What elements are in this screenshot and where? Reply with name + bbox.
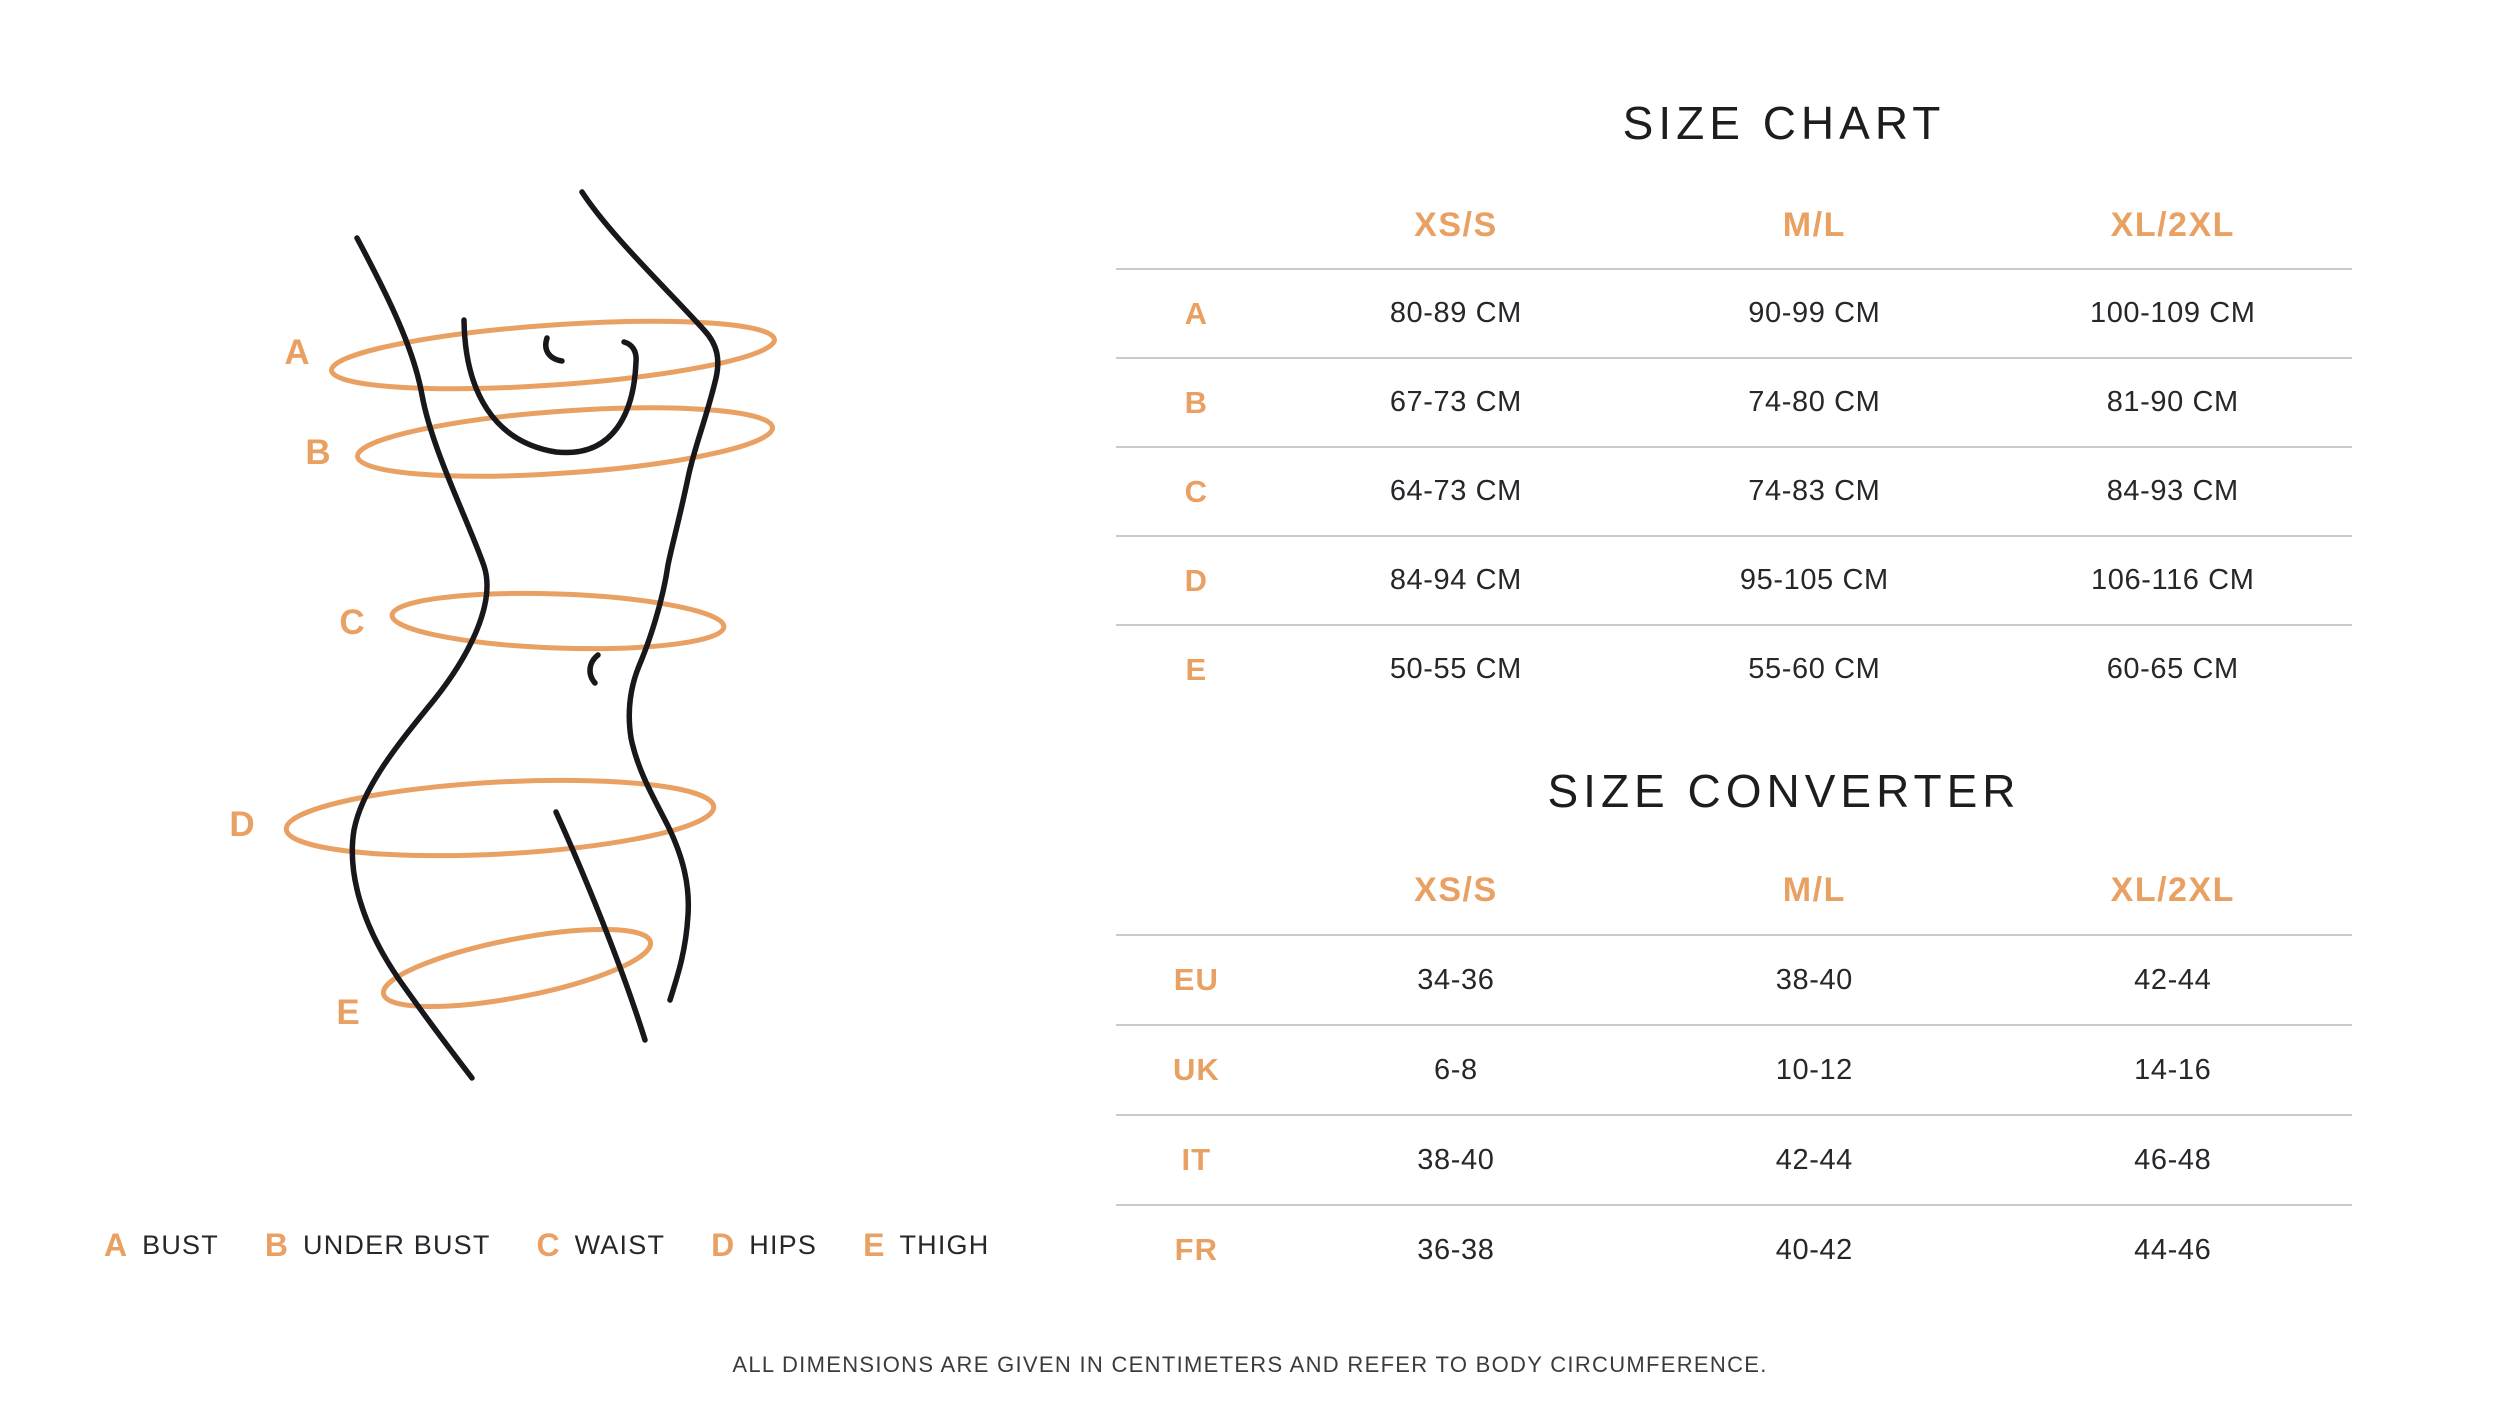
- size-cell: 74-83 CM: [1748, 475, 1881, 507]
- navel-mark: [590, 655, 598, 683]
- size-chart-header-row: [1116, 200, 2352, 250]
- table-row: [1116, 1114, 2352, 1204]
- size-cell: 84-94 CM: [1389, 564, 1522, 596]
- converter-col-xl2xl: XL/2XL: [2110, 870, 2235, 909]
- size-cell: 106-116 CM: [2091, 564, 2255, 596]
- legend-label: HIPS: [749, 1229, 818, 1260]
- size-cell: 10-12: [1775, 1053, 1853, 1086]
- measure-ring-waist: [391, 588, 725, 654]
- nipple-mark: [546, 338, 562, 361]
- size-cell: 81-90 CM: [2106, 386, 2239, 418]
- size-cell: 38-40: [1775, 963, 1853, 996]
- size-cell: 74-80 CM: [1748, 386, 1881, 418]
- size-converter-table: [1116, 934, 2352, 1294]
- table-row: [1116, 357, 2352, 446]
- row-label: UK: [1172, 1052, 1220, 1087]
- size-cell: 46-48: [2134, 1143, 2212, 1176]
- size-cell: 40-42: [1775, 1233, 1853, 1266]
- legend-letter: D: [711, 1226, 735, 1263]
- legend-item-waist: [537, 1227, 666, 1264]
- size-cell: 42-44: [1775, 1143, 1853, 1176]
- table-row: [1116, 624, 2352, 713]
- dimensions-note: ALL DIMENSIONS ARE GIVEN IN CENTIMETERS AND REFER TO BODY CIRCUMFERENCE.: [732, 1352, 1768, 1377]
- measure-ring-hips: [284, 771, 715, 865]
- table-row: [1116, 268, 2352, 357]
- row-label: B: [1184, 384, 1209, 420]
- size-cell: 44-46: [2134, 1233, 2212, 1266]
- size-cell: 50-55 CM: [1389, 653, 1522, 685]
- female-torso-illustration: [180, 160, 840, 1160]
- row-label: A: [1184, 295, 1209, 331]
- legend-letter: E: [863, 1226, 885, 1263]
- row-label: E: [1185, 651, 1208, 687]
- figure-label-b: B: [305, 433, 331, 472]
- table-row: [1116, 1024, 2352, 1114]
- legend-item-bust: [104, 1227, 219, 1264]
- converter-col-xss: XS/S: [1414, 870, 1498, 909]
- size-cell: 55-60 CM: [1748, 653, 1881, 685]
- size-chart-col-xl2xl: XL/2XL: [2110, 205, 2235, 244]
- size-cell: 64-73 CM: [1389, 475, 1522, 507]
- row-label: C: [1184, 473, 1209, 509]
- legend-label: UNDER BUST: [303, 1229, 491, 1260]
- size-cell: 67-73 CM: [1389, 386, 1522, 418]
- legend-label: BUST: [142, 1229, 219, 1260]
- legend-letter: A: [104, 1226, 128, 1263]
- legend-item-hips: [711, 1227, 817, 1264]
- row-label: IT: [1181, 1142, 1212, 1177]
- table-row: [1116, 535, 2352, 624]
- figure-label-a: A: [284, 333, 310, 372]
- converter-col-ml: M/L: [1782, 870, 1846, 909]
- size-cell: 6-8: [1434, 1053, 1478, 1086]
- size-cell: 95-105 CM: [1739, 564, 1889, 596]
- size-cell: 100-109 CM: [2089, 297, 2256, 329]
- table-row: [1116, 446, 2352, 535]
- size-cell: 38-40: [1417, 1143, 1495, 1176]
- size-cell: 90-99 CM: [1748, 297, 1881, 329]
- legend-letter: C: [536, 1226, 560, 1263]
- size-chart-col-xss: XS/S: [1414, 205, 1498, 244]
- size-converter-title: SIZE CONVERTER: [1547, 765, 2021, 817]
- table-row: [1116, 1204, 2352, 1294]
- body-measurement-figure: [180, 160, 840, 1160]
- table-row: [1116, 934, 2352, 1024]
- figure-label-d: D: [229, 805, 255, 844]
- size-chart-title: SIZE CHART: [1622, 97, 1946, 149]
- legend-item-thigh: [863, 1227, 989, 1264]
- size-cell: 42-44: [2134, 963, 2212, 996]
- row-label: EU: [1173, 962, 1219, 997]
- legend-label: THIGH: [899, 1229, 990, 1260]
- size-converter-header-row: [1116, 865, 2352, 915]
- legend-label: WAIST: [574, 1229, 666, 1260]
- size-cell: 60-65 CM: [2106, 653, 2239, 685]
- measurement-legend: [104, 1222, 989, 1268]
- size-cell: 36-38: [1417, 1233, 1495, 1266]
- size-cell: 14-16: [2134, 1053, 2212, 1086]
- figure-label-c: C: [339, 603, 365, 642]
- size-cell: 80-89 CM: [1389, 297, 1522, 329]
- legend-item-underbust: [265, 1227, 491, 1264]
- size-cell: 84-93 CM: [2106, 475, 2239, 507]
- size-chart-col-ml: M/L: [1782, 205, 1846, 244]
- size-cell: 34-36: [1417, 963, 1495, 996]
- figure-label-e: E: [336, 993, 360, 1032]
- size-chart-table: [1116, 268, 2352, 713]
- legend-letter: B: [264, 1226, 289, 1263]
- measure-ring-underbust: [355, 397, 774, 488]
- row-label: D: [1184, 562, 1209, 598]
- row-label: FR: [1174, 1232, 1218, 1267]
